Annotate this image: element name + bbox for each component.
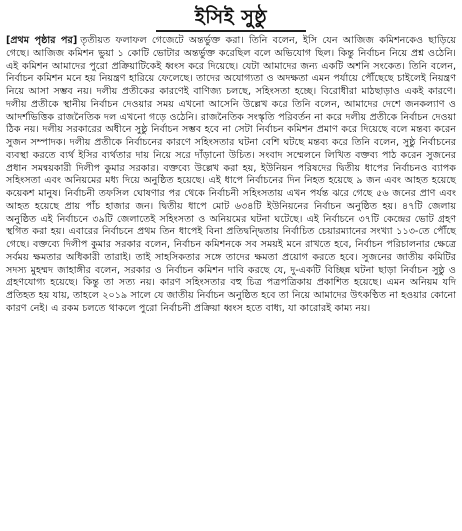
continuation-label: [প্রথম পৃষ্ঠার পর] [6, 35, 78, 46]
article-headline: ইসিই সুষ্ঠু [194, 6, 268, 28]
article-body-text: তৃতীয়ত ফলাফল গেজেটে অন্তর্ভুক্ত করা। তিনি বলেন, ইসি যেন আজিজ কমিশনকেও ছাড়িয়ে গেছে। আজিজ কমিশন ভুয়া ১ কোটি ভোটার অন্তর্ভুক্ত করেছিল বলে অভিযোগ ছিল। কিন্তু নির্বাচন নিয়ে প্রশ্ন ওঠেনি। এই কমিশন আমাদের পুরো প্রক্রিয়াটিকেই ধ্বংস করে দিয়েছে। যেটা আমাদের জন্য একটি অশনি সংকেত। তিনি বলেন, নির্বাচন কমিশন মনে হয় নিয়ন্ত্রণ হারিয়ে ফেলেছে। তাদের অযোগ্যতা ও অদক্ষতা এমন পর্যায়ে পৌঁছেছে চাইলেই নিয়ন্ত্রণ নিয়ে আসা সম্ভব নয়। দলীয় প্রতীকের কারণেই বাণিজ্য চলছে, সহিংসতা হচ্ছে। বিরোধীরা মাঠছাড়াও একই কারণে। দলীয় প্রতীকে স্থানীয় নির্বাচন দেওয়ার সময় এখনো আসেনি উল্লেখ করে তিনি বলেন, আমাদের দেশে জনকল্যাণ ও আদর্শভিত্তিক রাজনৈতিক দল এখনো গড়ে ওঠেনি। রাজনৈতিক সংস্কৃতি পরিবর্তন না করে দলীয় প্রতীকে নির্বাচন দেওয়া ঠিক নয়। দলীয় সরকারের অধীনে সুষ্ঠু নির্বাচন সম্ভব হবে না সেটা নির্বাচন কমিশন প্রমাণ করে দিয়েছে বলে মন্তব্য করেন সুজন সম্পাদক। দলীয় প্রতীকে নির্বাচনের কারণে সহিংসতার ঘটনা বেশি ঘটছে মন্তব্য করে তিনি বলেন, সুষ্ঠু নির্বাচনের ব্যবস্থা করতে ব্যর্থ ইসির ব্যর্থতার দায় নিয়ে সরে দাঁড়ানো উচিত। সংবাদ সম্মেলনে লিখিত বক্তব্য পাঠ করেন সুজনের প্রধান সমন্বয়কারী দিলীপ কুমার সরকার। বক্তব্যে উল্লেখ করা হয়, ইউনিয়ন পরিষদের দ্বিতীয় ধাপের নির্বাচনও ব্যাপক সহিংসতা এবং অনিয়মের মধ্য দিয়ে অনুষ্ঠিত হয়েছে। এই ধাপে নির্বাচনের দিন নিহত হয়েছে ৯ জন এবং আহত হয়েছে কয়েকশ মানুষ। নির্বাচনী তফসিল ঘোষণার পর থেকে নির্বাচনী সহিংসতায় এখন পর্যন্ত ঝরে গেছে ৫৬ জনের প্রাণ এবং আহত হয়েছে প্রায় পাঁচ হাজার জন। দ্বিতীয় ধাপে মোট ৬৩৪টি ইউনিয়নের নির্বাচন অনুষ্ঠিত হয়। ৪৭টি জেলায় অনুষ্ঠিত এই নির্বাচনে ৩৯টি জেলাতেই সহিংসতা ও অনিয়মের ঘটনা ঘটেছে। এই নির্বাচনে ৩৭টি কেন্দ্রের ভোট গ্রহণ স্থগিত করা হয়। এবারের নির্বাচনে প্রথম তিন ধাপেই বিনা প্রতিদ্বন্দ্বিতায় নির্বাচিত চেয়ারম্যানের সংখ্যা ১১৩-তে পৌঁছে গেছে। বক্তব্যে দিলীপ কুমার সরকার বলেন, নির্বাচন কমিশনকে সব সময়ই মনে রাখতে হবে, নির্বাচন পরিচালনার ক্ষেত্রে সর্বময় ক্ষমতার অধিকারী তারাই। তাই সাহসিকতার সঙ্গে তাদের ক্ষমতা প্রয়োগ করতে হবে। সুজনের জাতীয় কমিটির সদস্য মুহম্মদ জাহাঙ্গীর বলেন, সরকার ও নির্বাচন কমিশন দাবি করছে যে, দু-একটি বিচ্ছিন্ন ঘটনা ছাড়া নির্বাচন সুষ্ঠু ও গ্রহণযোগ্য হয়েছে। কিন্তু তা সত্য নয়। কারণ সহিংসতার বহু চিত্র পত্রপত্রিকায় প্রকাশিত হয়েছে। এমন অনিয়ম যদি প্রতিহত হয় যায়, তাহলে ২০১৯ সালে যে জাতীয় নির্বাচন অনুষ্ঠিত হবে তা নিয়ে আমাদের উৎকণ্ঠিত না হওয়ার কোনো কারণ নেই। এ রকম চলতে থাকলে পুরো নির্বাচনী প্রক্রিয়া ধ্বংস হতে বাধ্য, যা কারোরই কাম্য নয়। [6, 35, 456, 314]
article-body [6, 35, 456, 316]
headline-underline [156, 30, 306, 32]
